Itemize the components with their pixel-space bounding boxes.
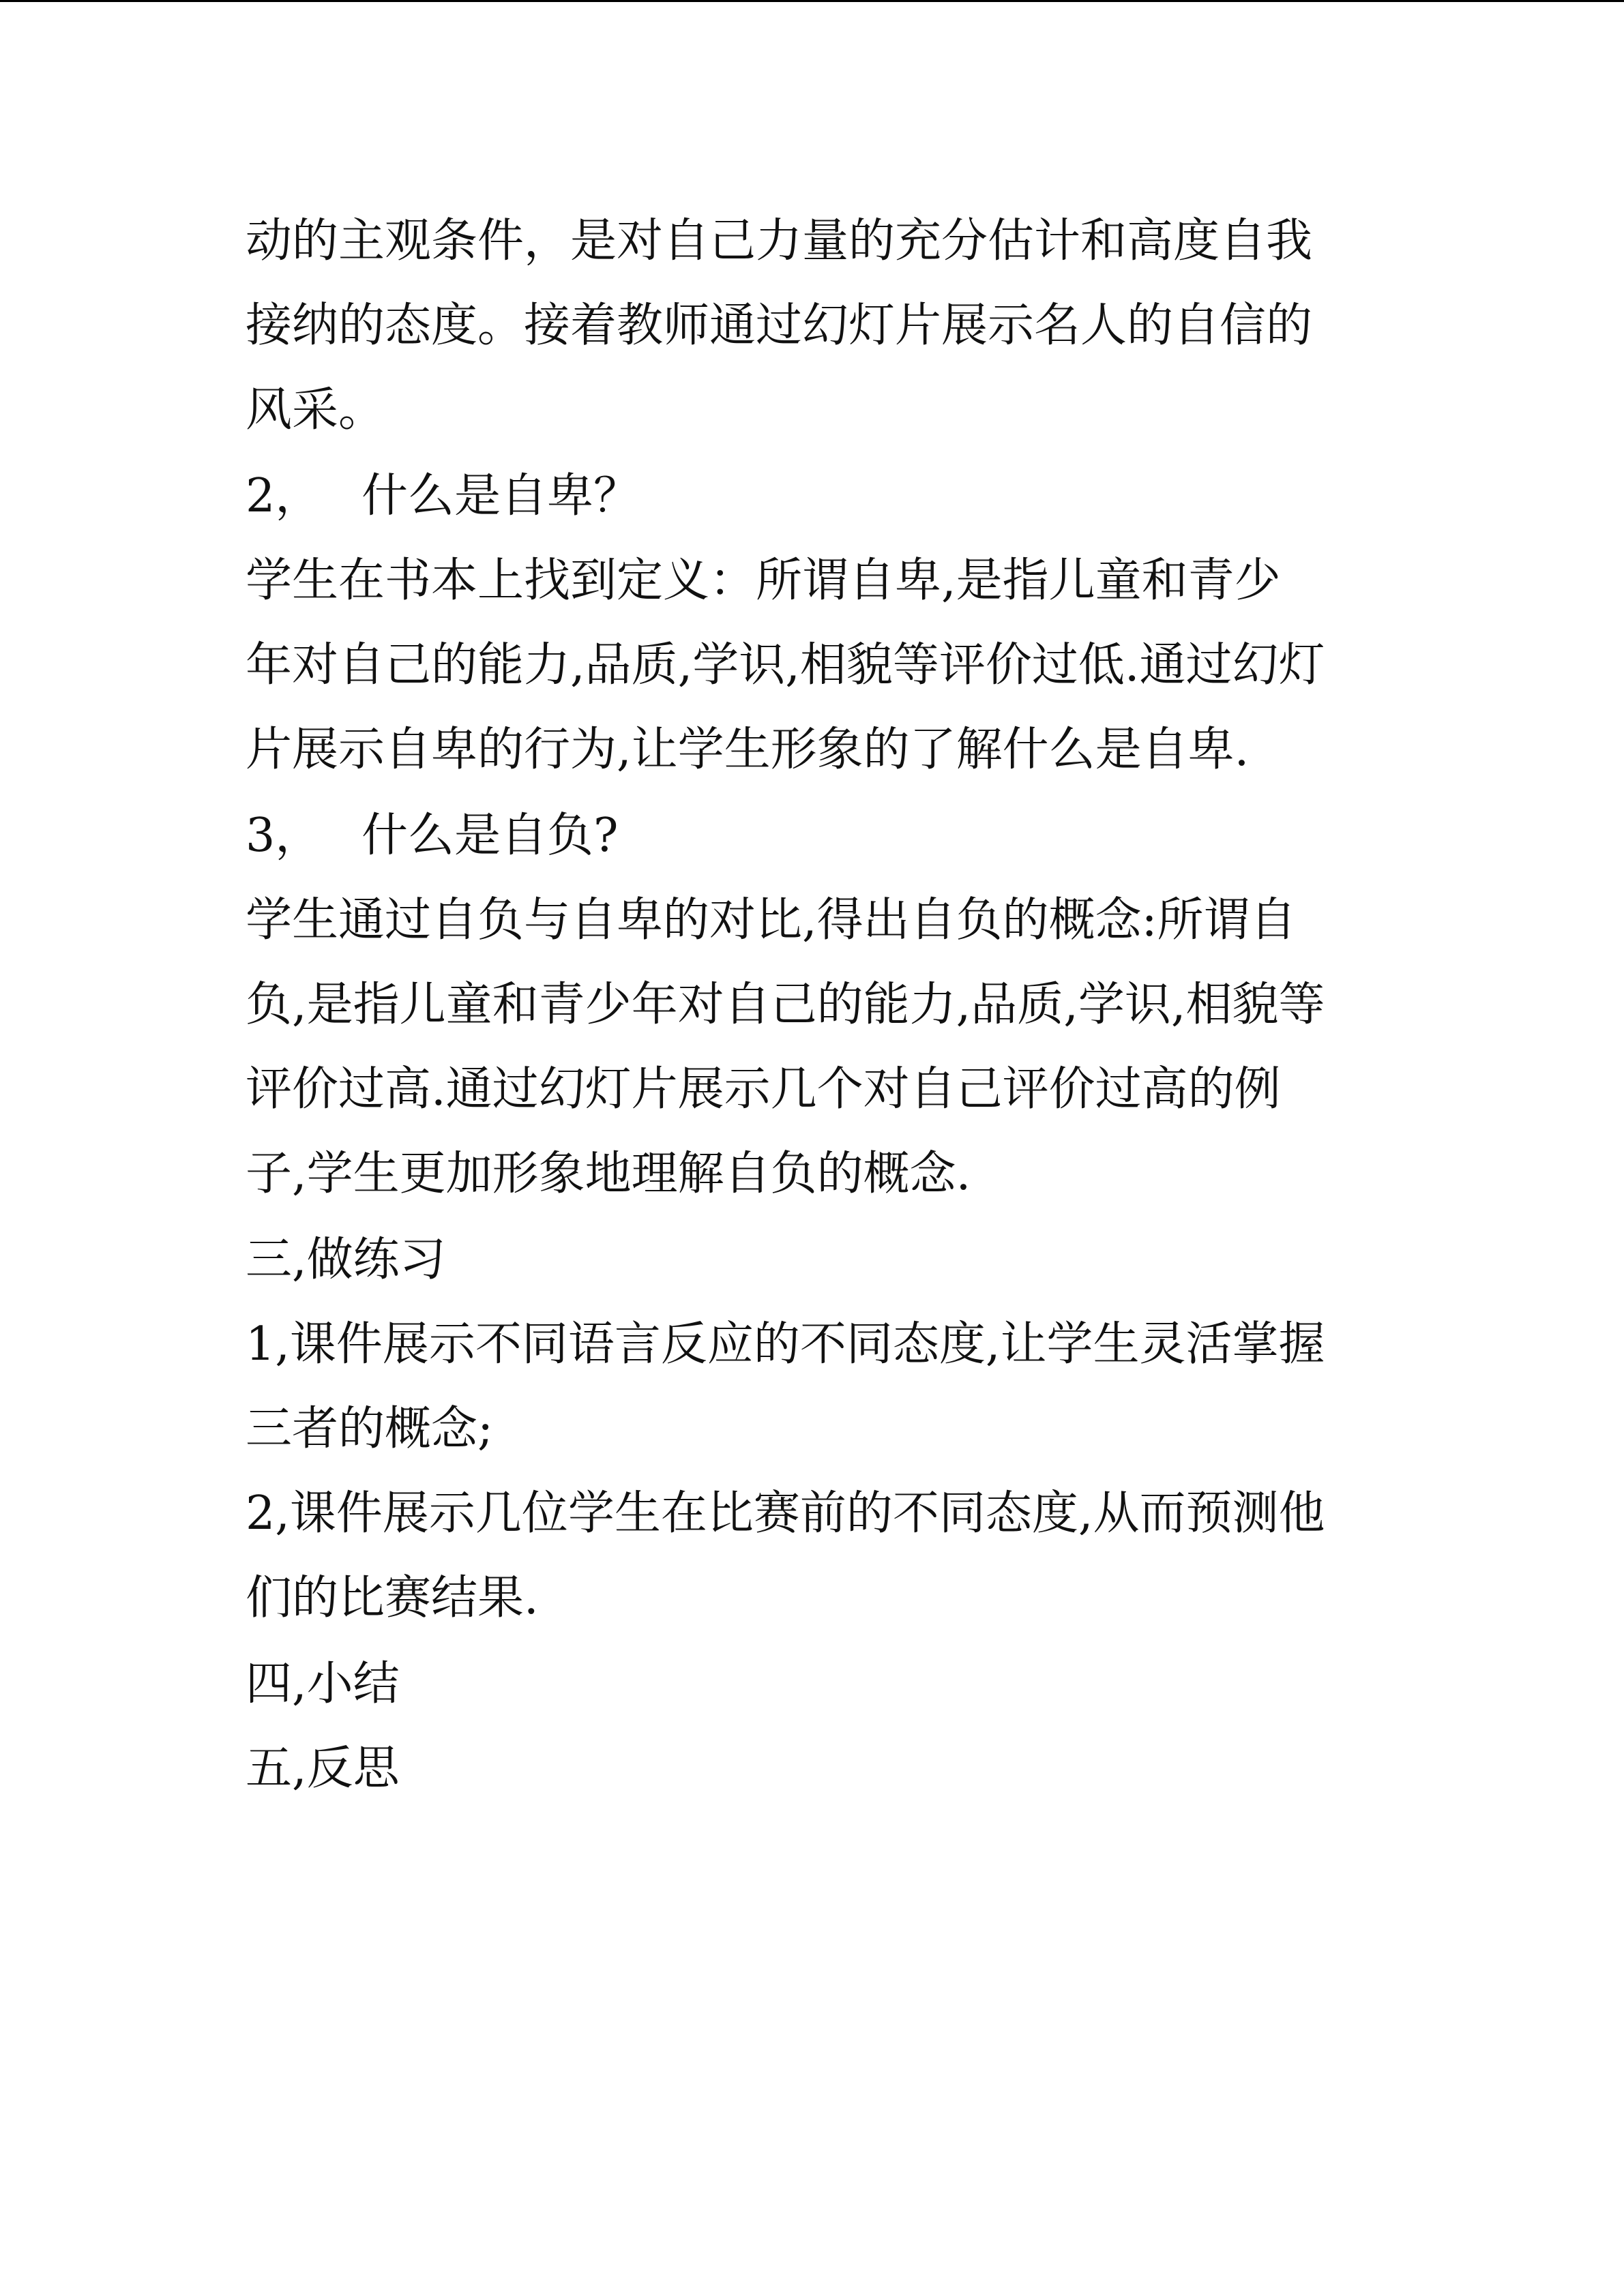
paragraph-line: 学生通过自负与自卑的对比,得出自负的概念:所谓自 (246, 893, 1297, 947)
section-heading: 五,反思 (246, 1742, 400, 1795)
heading-text: 什么是自卑？ (361, 469, 640, 523)
paragraph-line: 负,是指儿童和青少年对自己的能力,品质,学识,相貌等 (246, 978, 1325, 1032)
paragraph-line: 们的比赛结果. (246, 1571, 539, 1625)
section-heading-3 (246, 807, 1378, 865)
paragraph-line: 片展示自卑的行为,让学生形象的了解什么是自卑. (246, 723, 1250, 777)
paragraph-line: 三者的概念; (246, 1402, 493, 1456)
paragraph-line: 接纳的态度。接着教师通过幻灯片展示名人的自信的 (246, 299, 1313, 353)
section-heading-2 (246, 468, 1378, 525)
paragraph-line: 2,课件展示几位学生在比赛前的不同态度,从而预测他 (246, 1487, 1325, 1540)
paragraph-line: 年对自己的能力,品质,学识,相貌等评价过低.通过幻灯 (246, 638, 1325, 692)
section-heading: 三,做练习 (246, 1233, 446, 1287)
paragraph-line: 评价过高.通过幻灯片展示几个对自己评价过高的例 (246, 1062, 1281, 1116)
paragraph-line: 学生在书本上找到定义：所谓自卑,是指儿童和青少 (246, 554, 1281, 608)
heading-text: 什么是自负? (361, 809, 619, 863)
list-number: 3， (246, 809, 322, 863)
paragraph-line: 1,课件展示不同语言反应的不同态度,让学生灵活掌握 (246, 1317, 1325, 1371)
list-number: 2， (246, 469, 322, 523)
paragraph-line: 子,学生更加形象地理解自负的概念. (246, 1147, 971, 1201)
paragraph-line: 风采。 (246, 383, 385, 437)
section-heading: 四,小结 (246, 1657, 400, 1711)
paragraph-line: 动的主观条件，是对自己力量的充分估计和高度自我 (246, 214, 1313, 268)
